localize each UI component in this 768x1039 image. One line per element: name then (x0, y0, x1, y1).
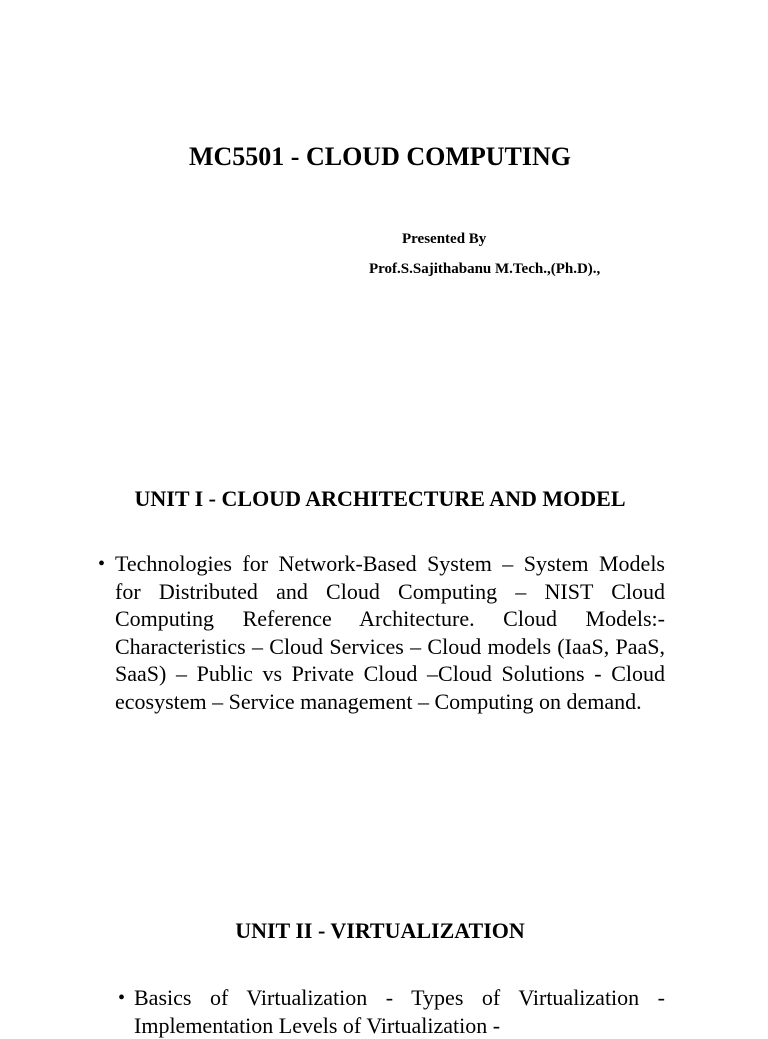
unit-2-bullet: • (118, 987, 126, 1009)
presented-by-label: Presented By (402, 231, 487, 247)
unit-1-syllabus-text: Technologies for Network-Based System – System Models for Distributed and Cloud Computing – NIST Cloud Computing Reference Architecture. Cloud Models:- Characteristics – Cloud Services – Cloud models (IaaS, PaaS, SaaS) – Public vs Private Cloud –Cloud Solutions - Cloud ecosystem – Service management – Computing on demand. (115, 551, 665, 714)
unit-1-heading: UNIT I - CLOUD ARCHITECTURE AND MODEL (134, 486, 626, 511)
presenter-name: Prof.S.Sajithabanu M.Tech.,(Ph.D)., (369, 261, 601, 277)
course-title: MC5501 - CLOUD COMPUTING (188, 142, 572, 171)
unit-1-bullet: • (98, 553, 106, 575)
unit-2-heading: UNIT II - VIRTUALIZATION (235, 918, 525, 943)
unit-2-syllabus-text: Basics of Virtualization - Types of Virtualization - Implementation Levels of Virtualization - (134, 985, 665, 1038)
